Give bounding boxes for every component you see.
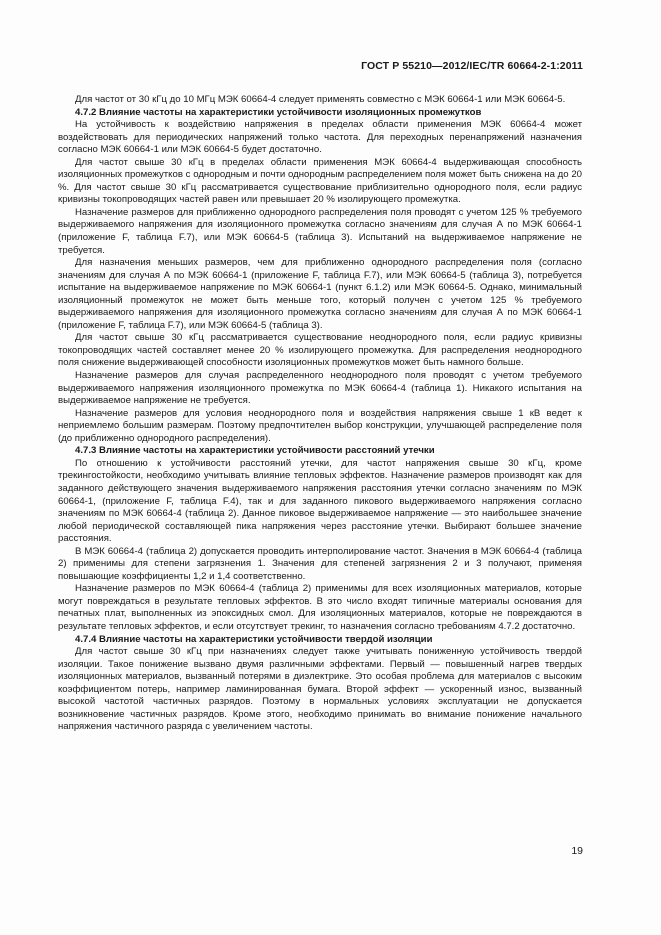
paragraph: Назначение размеров для условия неоднородного поля и воздействия напряжения свыше 1 кВ ведет к неприемлемо большим размерам. Поэтому предпочтителен выбор конструкции, улучшающей распределение поля (до приближенно однородного распределения). (58, 407, 582, 444)
paragraph: Для назначения меньших размеров, чем для приближенно однородного распределения поля (согласно значениям для случая А по МЭК 60664-1 (приложение F, таблица F.7), или МЭК 60664-5 (таблица 3), потребуется испытание на выдерживаемое напряжение по МЭК 60664-1 (пункт 6.1.2) или МЭК 60664-5. Однако, минимальный изоляционный промежуток не может быть меньше того, который получен с учетом 125 % требуемого выдерживаемого напряжения для изоляционного промежутка согласно значениям для случая А по МЭК 60664-1 (приложение F, таблица F.7), или МЭК 60664-5 (таблица 3). (58, 257, 582, 331)
paragraph: Назначение размеров для приближенно однородного распределения поля проводят с учетом 125 % требуемого выдерживаемого напряжения для изоляционного промежутка согласно значениям для случая А по МЭК 60664-1 (приложение F, таблица F.7), или МЭК 60664-5 (таблица 3). Испытаний на выдерживаемое напряжение не требуется. (58, 206, 582, 256)
paragraph: Для частот свыше 30 кГц рассматривается существование неоднородного поля, если радиус кривизны токопроводящих частей составляет менее 20 % изолирующего промежутка. Для распределения неоднородного поля снижение выдерживающей способности изоляционных промежутков может быть намного больше. (58, 332, 582, 369)
paragraph: По отношению к устойчивости расстояний утечки, для частот напряжения свыше 30 кГц, кроме трекингостойкости, необходимо учитывать влияние тепловых эффектов. Назначение размеров производят как для заданного действующего значения выдерживаемого напряжения расстояния утечки согласно значениям по МЭК 60664-1, (приложение F, таблица F.4), так и для заданного пикового выдерживаемого напряжения согласно значениям по МЭК 60664-4 (таблица 2). Данное пиковое выдерживаемое напряжение — это наибольшее значение любой периодической составляющей пика напряжения через расстояние утечки. Выбирают большее значение расстояния. (58, 457, 582, 545)
section-heading-4-7-2: 4.7.2 Влияние частоты на характеристики устойчивости изоляционных промежутков (75, 106, 482, 118)
document-body (58, 94, 582, 734)
document-header: ГОСТ Р 55210—2012/IEC/TR 60664-2-1:2011 (361, 60, 583, 72)
paragraph: В МЭК 60664-4 (таблица 2) допускается проводить интерполирование частот. Значения в МЭК 60664-4 (таблица 2) применимы для степени загрязнения 1. Значения для степеней загрязнения 2 и 3 получают, применяя повышающие коэффициенты 1,2 и 1,4 соответственно. (58, 545, 582, 582)
section-heading-4-7-4: 4.7.4 Влияние частоты на характеристики устойчивости твердой изоляции (75, 633, 433, 645)
paragraph: На устойчивость к воздействию напряжения в пределах области применения МЭК 60664-4 может воздействовать для периодических напряжений только частота. Для переходных перенапряжений назначения согласно МЭК 60664-1 или МЭК 60664-5 будет достаточно. (58, 119, 582, 156)
paragraph: Для частот свыше 30 кГц в пределах области применения МЭК 60664-4 выдерживающая способность изоляционных промежутков с однородным и почти однородным распределением поля может быть снижена на до 20 %. Для частот свыше 30 кГц рассматривается существование приблизительно однородного поля, если радиус кривизны токопроводящих частей равен или превышает 20 % изолирующего промежутка. (58, 156, 582, 206)
paragraph: Назначение размеров по МЭК 60664-4 (таблица 2) применимы для всех изоляционных материалов, которые могут повреждаться в результате тепловых эффектов. В это число входят типичные материалы основания для печатных плат, выполненных из эпоксидных смол. Для изоляционных материалов, которые не повреждаются в результате тепловых эффектов, и если отсутствует трекинг, то назначения согласно требованиям 4.7.2 достаточно. (58, 583, 582, 632)
paragraph: Назначение размеров для случая распределенного неоднородного поля проводят с учетом требуемого выдерживаемого напряжения изоляционного промежутка по МЭК 60664-4 (таблица 1). Никакого испытания на выдерживаемое напряжение не требуется. (58, 370, 582, 407)
page-number: 19 (571, 845, 583, 857)
paragraph: Для частот от 30 кГц до 10 МГц МЭК 60664-4 следует применять совместно с МЭК 60664-1 или МЭК 60664-5. (75, 94, 566, 105)
section-heading-4-7-3: 4.7.3 Влияние частоты на характеристики устойчивости расстояний утечки (75, 445, 435, 457)
paragraph: Для частот свыше 30 кГц при назначениях следует также учитывать пониженную устойчивость твердой изоляции. Такое понижение вызвано двумя различными эффектами. Первый — повышенный нагрев твердых изоляционных материалов, вызванный потерями в диэлектрике. Это особая проблема для материалов с высоким коэффициентом потерь, например ламинированная бумага. Второй эффект — ускоренный износ, вызванный высокой частотой частичных разрядов. Поэтому в нормальных условиях эксплуатации не допускается возникновение частичных разрядов. Кроме этого, необходимо принимать во внимание понижение начального напряжения частичного разряда с увеличением частоты. (58, 646, 582, 733)
